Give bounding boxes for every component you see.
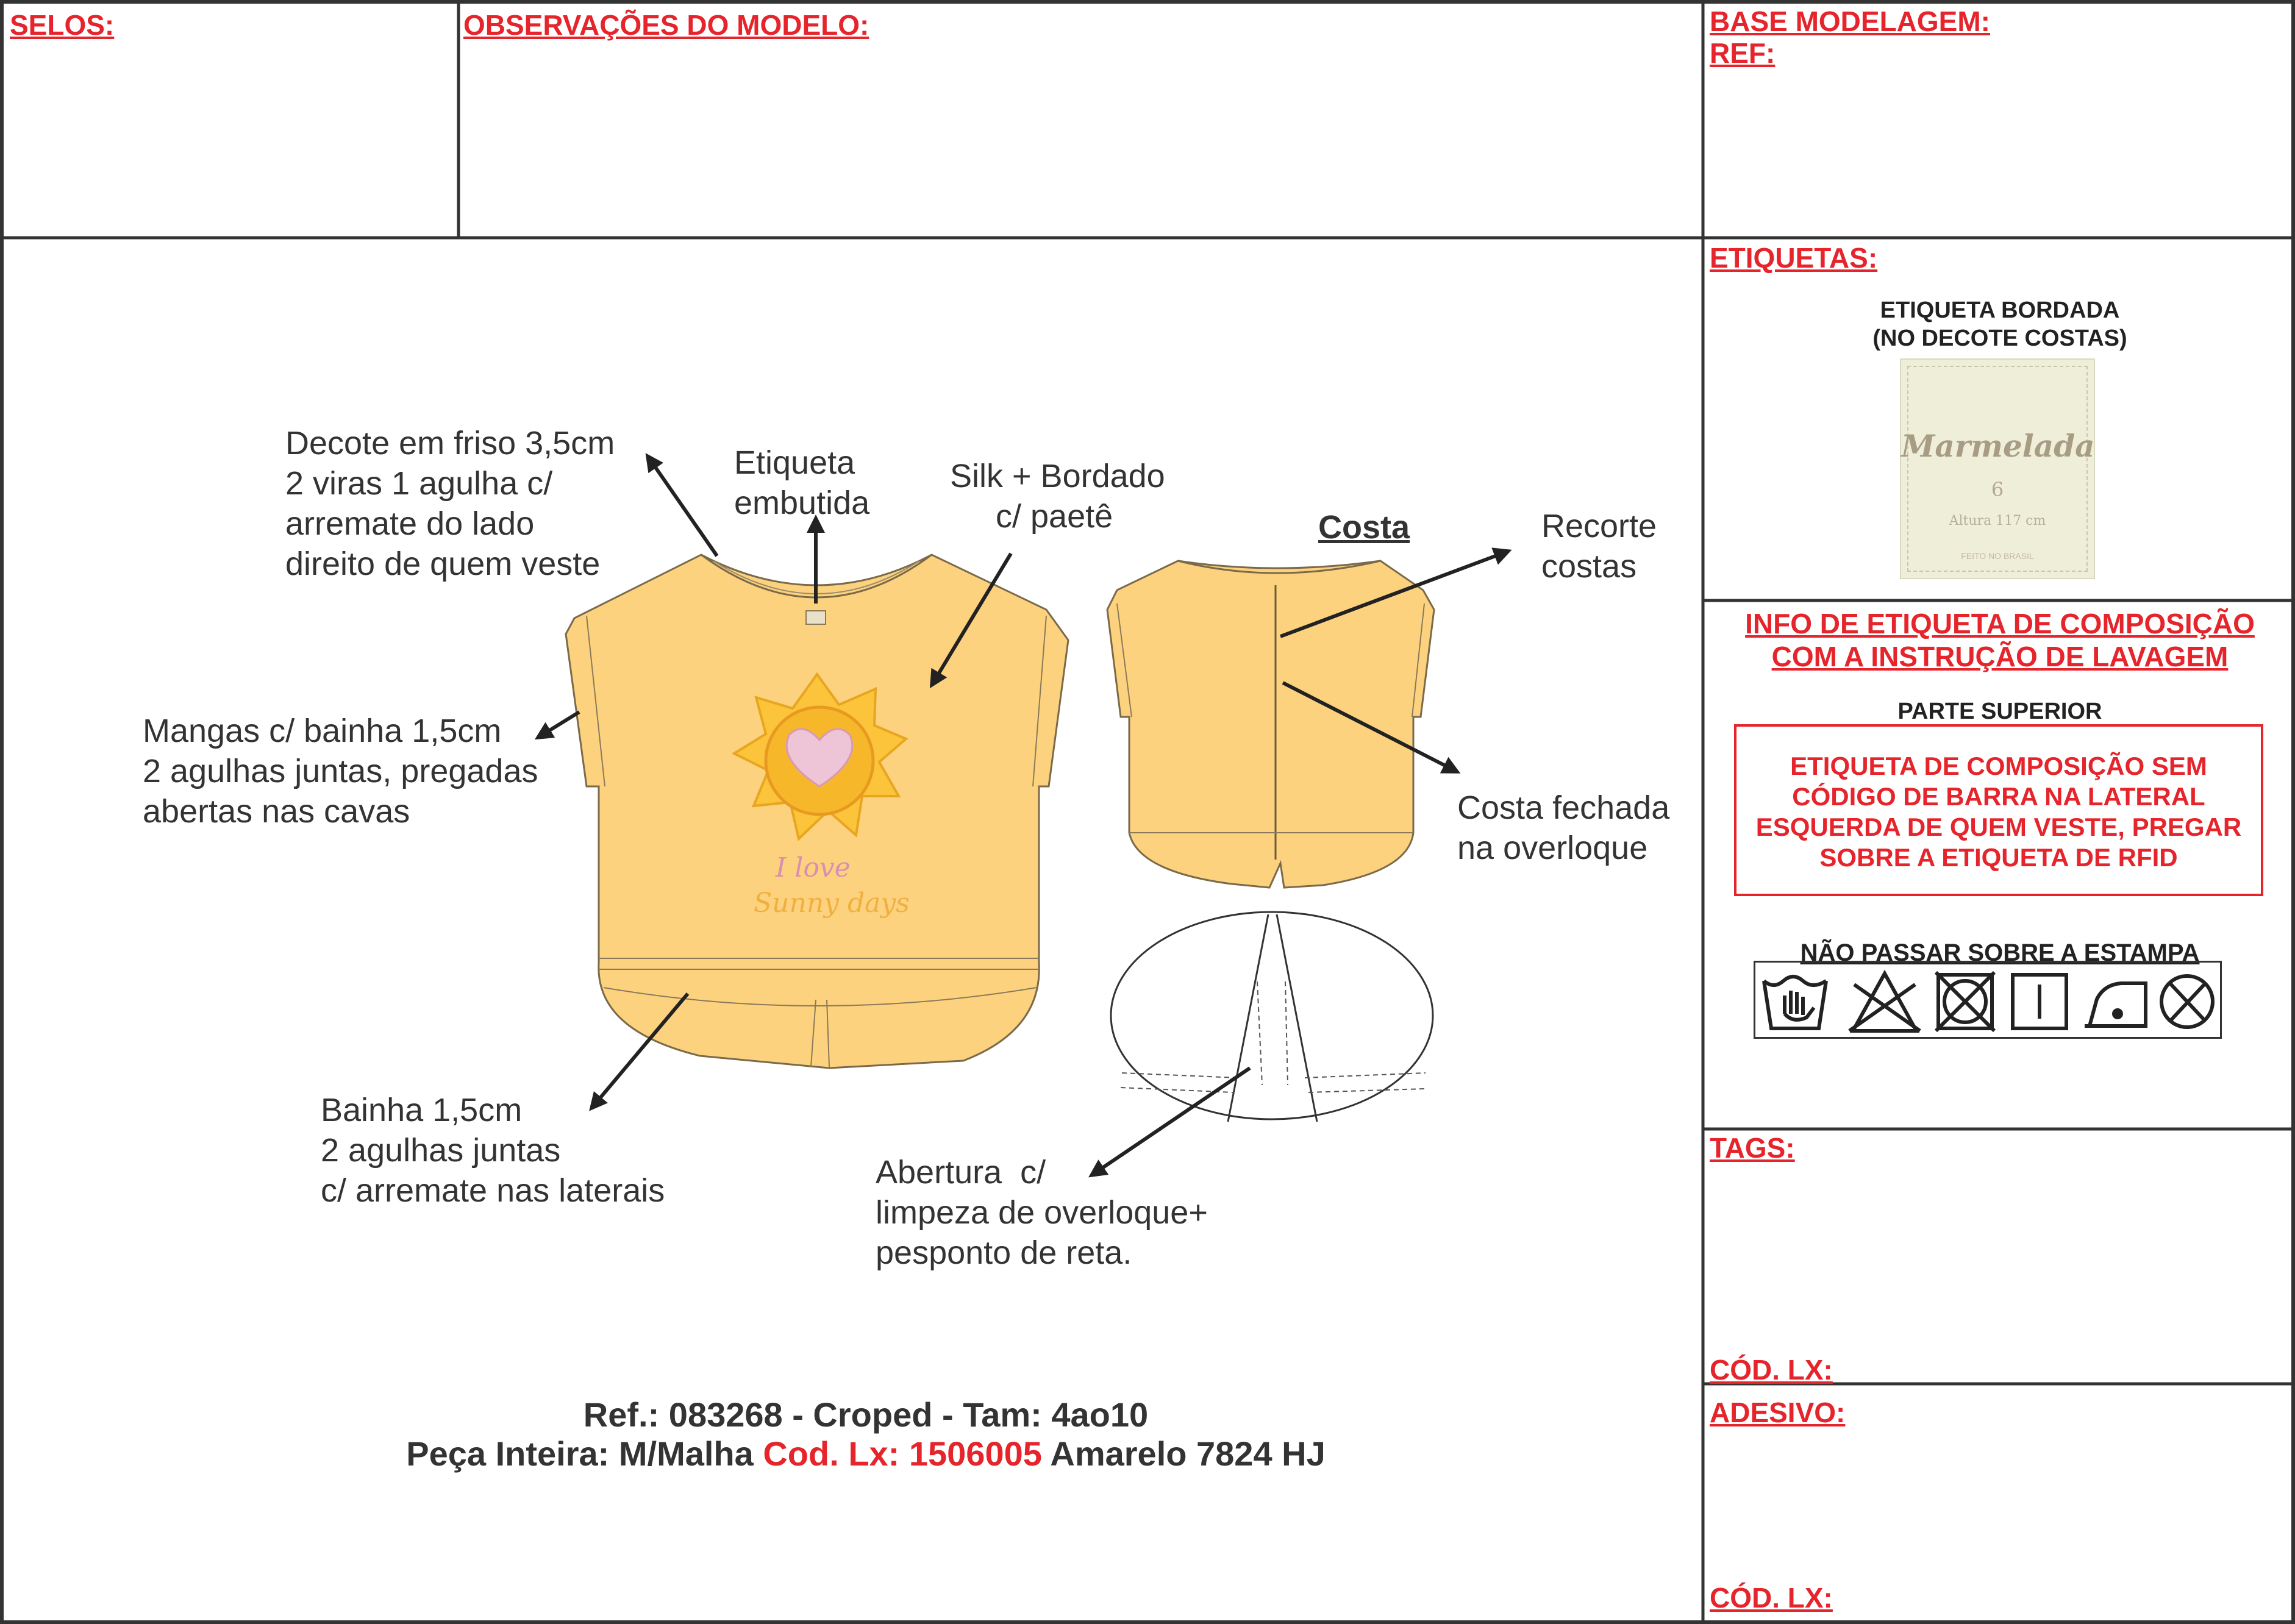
adesivo-cod-lx: CÓD. LX: [1710, 1582, 1833, 1614]
print-text-line2: Sunny days [754, 888, 910, 919]
label-size: 6 [1991, 478, 2004, 501]
nao-passar-label: NÃO PASSAR SOBRE A ESTAMPA [1800, 939, 2200, 966]
etiqueta-bordada-title [1805, 296, 2195, 352]
annotation-costa-fechada: Costa fechada na overloque [1457, 789, 1670, 866]
arrow-mangas [538, 712, 579, 738]
shirt-back [1107, 561, 1434, 888]
info-composicao-line2: COM A INSTRUÇÃO DE LAVAGEM [1771, 641, 2229, 672]
tags-cod-lx: CÓD. LX: [1710, 1354, 1833, 1386]
annotation-decote: Decote em friso 3,5cm 2 viras 1 agulha c/ arremate do lado direito de quem veste [285, 425, 615, 582]
annotation-mangas: Mangas c/ bainha 1,5cm 2 agulhas juntas, pregadas abertas nas cavas [143, 713, 538, 830]
annotation-etiqueta: Etiqueta embutida [734, 444, 870, 521]
no-tumble-dry-icon [1936, 972, 1994, 1031]
composicao-text: ETIQUETA DE COMPOSIÇÃO SEM CÓDIGO DE BARRA NA LATERAL ESQUERDA DE QUEM VESTE, PREGAR SOBRE A ETIQUETA DE RFID [1755, 752, 2242, 872]
line-dry-icon [2013, 975, 2066, 1028]
annotation-abertura: Abertura c/ limpeza de overloque+ pesponto de reta. [876, 1154, 1208, 1271]
annotation-silk: Silk + Bordado c/ paetê [950, 458, 1165, 535]
no-bleach-icon [1849, 974, 1920, 1031]
brand-label [1900, 358, 2095, 579]
label-stitching [1907, 366, 2088, 572]
care-symbols-box [1754, 961, 2222, 1039]
etiquetas-header: ETIQUETAS: [1710, 242, 1878, 274]
footer-ref-line: Ref.: 083268 - Croped - Tam: 4ao10 [583, 1395, 1149, 1434]
iron-low-icon [2085, 983, 2146, 1026]
tags-header: TAGS: [1710, 1132, 1795, 1164]
costa-title: Costa [1318, 509, 1410, 546]
shirt-front [566, 555, 1068, 1068]
print-text-line1: I love [776, 852, 851, 883]
composicao-box [1734, 724, 2263, 896]
footer-cod-lx: Cod. Lx: 1506005 [763, 1434, 1042, 1473]
info-composicao-title [1707, 607, 2293, 673]
etiqueta-bordada-line1: ETIQUETA BORDADA [1880, 297, 2120, 323]
label-brand: Marmelada [1901, 428, 2095, 464]
annotation-recorte: Recorte costas [1541, 508, 1657, 585]
slit-detail [1111, 912, 1433, 1122]
footer-color-text: Amarelo 7824 HJ [1041, 1434, 1326, 1473]
ref-header: REF: [1710, 37, 1776, 69]
footer-piece-text: Peça Inteira: M/Malha [406, 1434, 763, 1473]
adesivo-header: ADESIVO: [1710, 1397, 1846, 1428]
label-height: Altura 117 cm [1949, 513, 2046, 529]
parte-superior-label: PARTE SUPERIOR [1897, 699, 2102, 724]
info-composicao-line1: INFO DE ETIQUETA DE COMPOSIÇÃO [1745, 608, 2255, 639]
hand-wash-icon [1764, 977, 1826, 1028]
observacoes-header: OBSERVAÇÕES DO MODELO: [463, 9, 869, 41]
arrow-decote [648, 456, 717, 556]
base-modelagem-header: BASE MODELAGEM: [1710, 5, 1990, 37]
annotation-bainha: Bainha 1,5cm 2 agulhas juntas c/ arremate nas laterais [321, 1092, 665, 1209]
no-dry-clean-icon [2161, 976, 2213, 1027]
footer-piece-line [256, 1434, 1476, 1473]
etiqueta-bordada-line2: (NO DECOTE COSTAS) [1872, 326, 2127, 351]
label-made: FEITO NO BRASIL [1961, 551, 2034, 561]
selos-header: SELOS: [10, 9, 115, 41]
